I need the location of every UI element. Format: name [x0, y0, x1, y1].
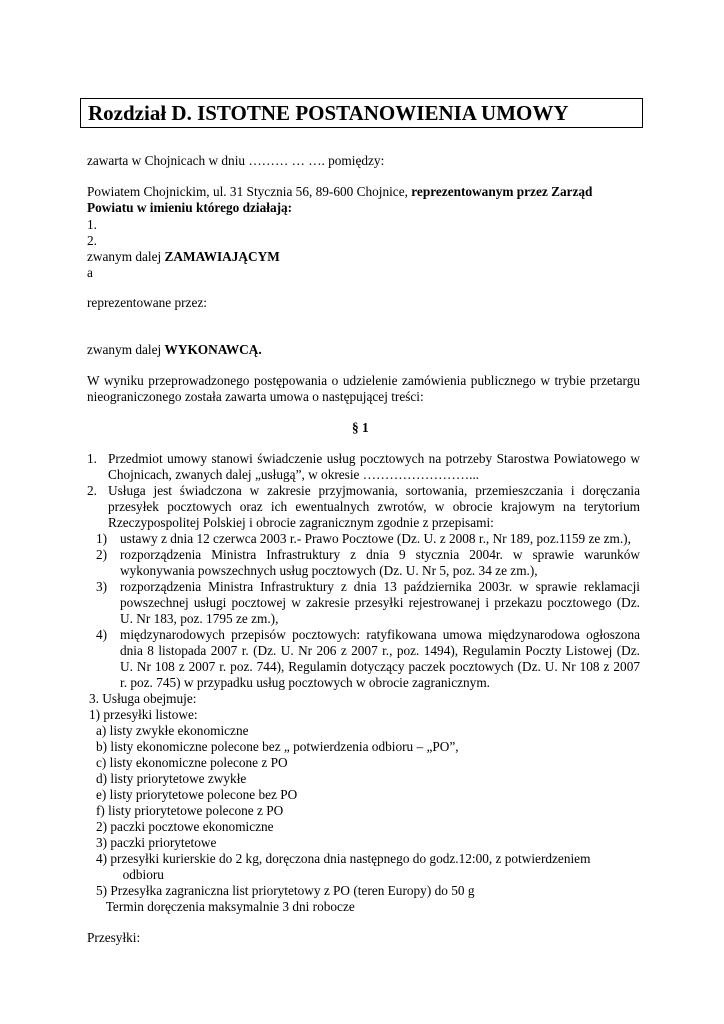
- chapter-title-box: [80, 98, 643, 128]
- law-2-line2: wykonywania powszechnych usług pocztowych (Dz. U. Nr 5, poz. 34 ze zm.),: [120, 563, 538, 578]
- party1-bold2: Powiatu w imieniu którego działają:: [87, 200, 293, 215]
- scope-item: 3) paczki priorytetowe: [96, 835, 217, 850]
- p2-line1: Usługa jest świadczona w zakresie przyjmowania, sortowania, przemieszczania i doręczania: [108, 483, 640, 498]
- law-3-line2: powszechnej usługi pocztowej w zakresie przesyłki rejestrowanej i przekazu pocztowego (Dz.: [120, 595, 640, 610]
- law-4-number: 4): [96, 627, 108, 642]
- signatory-1: 1.: [87, 217, 97, 232]
- wykonawca-line: [87, 342, 262, 358]
- scope-item: 5) Przesyłka zagraniczna list priorytetowy z PO (teren Europy) do 50 g: [96, 883, 475, 898]
- scope-item: e) listy priorytetowe polecone bez PO: [96, 787, 298, 802]
- represented-line: reprezentowane przez:: [87, 295, 207, 310]
- section-heading: § 1: [352, 420, 369, 435]
- p2-number: 2.: [87, 483, 97, 498]
- zamawiajacy-bold: ZAMAWIAJĄCYM: [164, 249, 280, 264]
- result-line1: W wyniku przeprowadzonego postępowania o udzielenie zamówienia publicznego w trybie przetargu: [87, 373, 640, 388]
- law-4-line3: U. Nr 108 z 2007 r. poz. 744), Regulamin dotyczący paczek pocztowych (Dz. U. Nr 108 z 2007: [120, 659, 640, 674]
- scope-item: f) listy priorytetowe polecone z PO: [96, 803, 284, 818]
- law-4-line2: dnia 8 listopada 2007 r. (Dz. U. Nr 206 z 2007 r., poz. 1494), Regulamin Poczty Listowej (Dz.: [120, 643, 640, 658]
- chapter-title: Rozdział D. ISTOTNE POSTANOWIENIA UMOWY: [88, 101, 569, 125]
- p3-line: 3. Usługa obejmuje:: [89, 691, 197, 706]
- party1-prefix: Powiatem Chojnickim, ul. 31 Stycznia 56, 89-600 Chojnice,: [87, 184, 412, 199]
- zamawiajacy-prefix: zwanym dalej: [87, 249, 165, 264]
- law-2-number: 2): [96, 547, 108, 562]
- wykonawca-prefix: zwanym dalej: [87, 342, 165, 357]
- law-4-line1: międzynarodowych przepisów pocztowych: ratyfikowana umowa międzynarodowa ogłoszona: [120, 627, 640, 642]
- shipments-heading: Przesyłki:: [87, 930, 141, 945]
- scope-item: 1) przesyłki listowe:: [89, 707, 198, 722]
- party1-line1: [87, 184, 592, 200]
- scope-item: a) listy zwykłe ekonomiczne: [96, 723, 249, 738]
- law-4-line4: r. poz. 745) w przypadku usług pocztowych w obrocie zagranicznym.: [120, 675, 490, 690]
- scope-item: 4) przesyłki kurierskie do 2 kg, doręczona dnia następnego do godz.12:00, z potwierdzeniem: [96, 851, 591, 866]
- result-line2: nieograniczonego została zawarta umowa o następującej treści:: [87, 389, 424, 404]
- law-3-number: 3): [96, 579, 108, 594]
- made-in-line: zawarta w Chojnicach w dniu ……… … …. pomiędzy:: [87, 153, 385, 168]
- scope-item: c) listy ekonomiczne polecone z PO: [96, 755, 288, 770]
- scope-item: Termin doręczenia maksymalnie 3 dni robocze: [96, 899, 355, 914]
- p2-line2: przesyłek pocztowych oraz ich ewentualnych zwrotów, w obrocie krajowym na terytorium: [108, 499, 640, 514]
- wykonawca-bold: WYKONAWCĄ.: [164, 342, 262, 357]
- p1-line2: Chojnicach, zwanych dalej „usługą”, w okresie ……………………...: [108, 467, 480, 482]
- p2-line3: Rzeczypospolitej Polskiej i obrocie zagranicznym zgodnie z przepisami:: [108, 515, 494, 530]
- law-1-line: ustawy z dnia 12 czerwca 2003 r.- Prawo Pocztowe (Dz. U. z 2008 r., Nr 189, poz.1159 ze zm.),: [120, 531, 631, 546]
- and-line: a: [87, 265, 93, 280]
- signatory-2: 2.: [87, 233, 97, 248]
- scope-item: d) listy priorytetowe zwykłe: [96, 771, 247, 786]
- p1-line1: Przedmiot umowy stanowi świadczenie usług pocztowych na potrzeby Starostwa Powiatowego w: [108, 451, 640, 466]
- law-1-number: 1): [96, 531, 108, 546]
- p1-number: 1.: [87, 451, 97, 466]
- party1-bold: reprezentowanym przez Zarząd: [411, 184, 593, 199]
- scope-item: odbioru: [96, 867, 164, 882]
- zamawiajacy-line: [87, 249, 280, 265]
- scope-item: b) listy ekonomiczne polecone bez „ potwierdzenia odbioru – „PO”,: [96, 739, 459, 754]
- law-2-line1: rozporządzenia Ministra Infrastruktury z dnia 9 stycznia 2004r. w sprawie warunków: [120, 547, 640, 562]
- scope-item: 2) paczki pocztowe ekonomiczne: [96, 819, 274, 834]
- law-3-line1: rozporządzenia Ministra Infrastruktury z dnia 13 października 2003r. w sprawie reklamacji: [120, 579, 640, 594]
- party1-line2: [87, 200, 292, 216]
- law-3-line3: U. Nr 183, poz. 1795 ze zm.),: [120, 611, 279, 626]
